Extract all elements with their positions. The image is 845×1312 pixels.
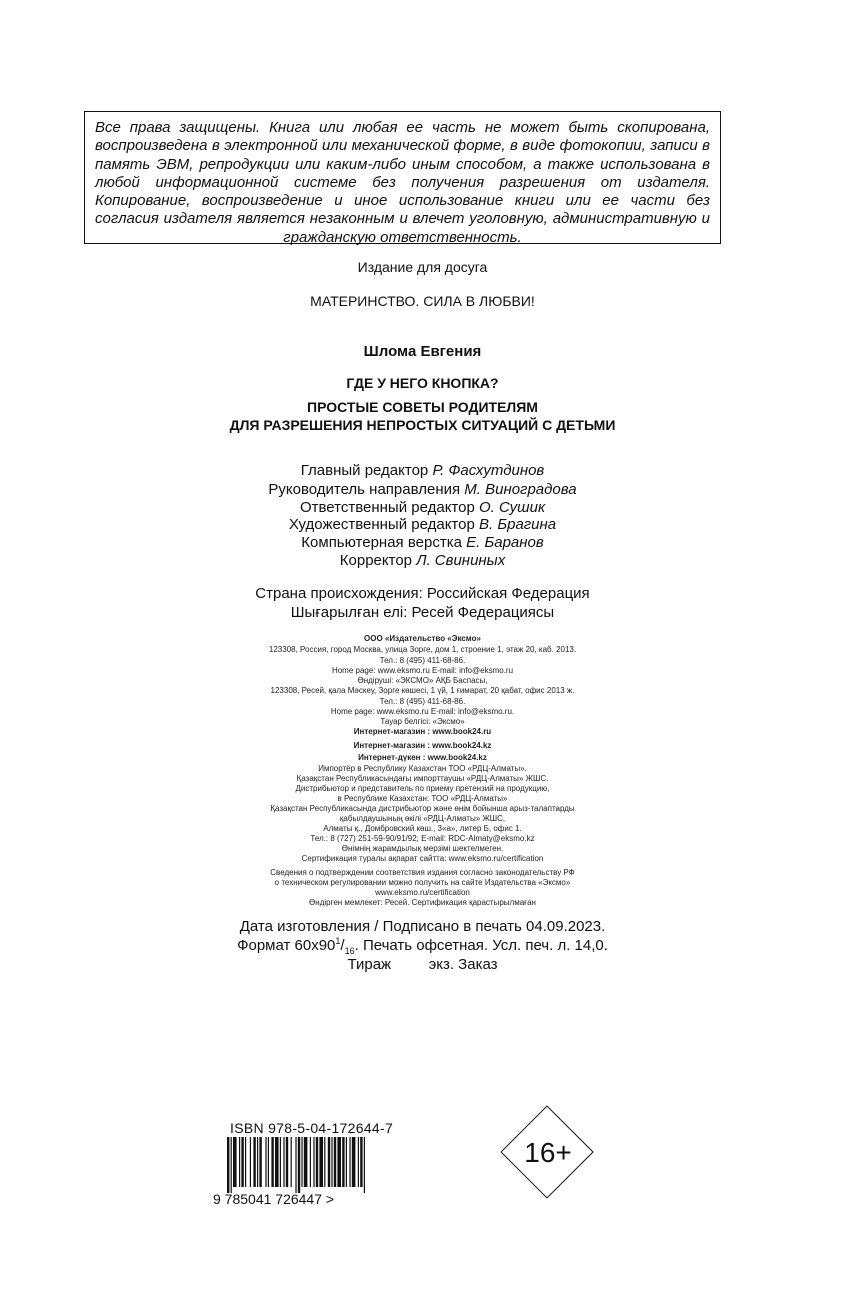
barcode-bars (227, 1137, 365, 1193)
barcode-bar (328, 1137, 330, 1187)
barcode-bar (275, 1137, 279, 1187)
copyright-notice-text: Все права защищены. Книга или любая ее часть не может быть скопирована, воспроизведена в электронной или механической форме, в виде фотокопии, записи в память ЭВМ, репродукции или каким-либо иным способом, а также использована в любой информационной системе без получения разрешения от издателя. Копирование, воспроизведение и иное использование книги или ее части без согласия издателя является незаконным и влечет уголовную, административную и гражданскую ответственность. (95, 119, 710, 246)
credit-role: Художественный редактор (288, 516, 475, 533)
barcode-bar (241, 1137, 243, 1187)
publisher-line: Тел.: 8 (495) 411-68-86. (379, 656, 466, 665)
barcode-bar (304, 1137, 308, 1187)
isbn-number: ISBN 978-5-04-172644-7 (230, 1120, 394, 1136)
barcode-bar (301, 1137, 302, 1187)
barcode-bar (291, 1137, 292, 1187)
barcode-bar (364, 1137, 365, 1193)
publisher-line: 123308, Россия, город Москва, улица Зорге, дом 1, строение 1, этаж 20, каб. 2013. (268, 645, 577, 654)
barcode-bar (313, 1137, 314, 1187)
format-suffix: . Печать офсетная. Усл. печ. л. 14,0. (354, 937, 608, 954)
book-title: ГДЕ У НЕГО КНОПКА? (346, 375, 499, 391)
barcode-bar (358, 1137, 359, 1187)
barcode-bar (231, 1137, 232, 1193)
author-name: Шлома Евгения (363, 343, 482, 360)
barcode-bar (245, 1137, 246, 1187)
publisher-line: Алматы қ., Домбровский көш., 3«а», литер Б, офис 1. (323, 824, 522, 833)
credit-role: Главный редактор (300, 462, 429, 479)
credit-line (0, 552, 845, 569)
barcode-bar (286, 1137, 288, 1187)
barcode-bar (337, 1137, 341, 1187)
barcode-bar (250, 1137, 251, 1187)
publisher-line: Өнімнің жарамдылық мерзімі шектелмеген. (341, 844, 504, 853)
publisher-line: Дистрибьютор и представитель по приему претензий на продукцию, (295, 784, 550, 793)
origin-country-kz: Шығарылған елі: Ресей Федерациясы (290, 604, 555, 621)
barcode-bar (360, 1137, 362, 1187)
publisher-line: Өндіруші: «ЭКСМО» АҚБ Баспасы, (357, 676, 488, 685)
publisher-line: Қазақстан Республикасындағы импорттаушы «РДЦ-Алматы» ЖШС. (296, 774, 549, 783)
publisher-line: Тауар белгісі: «Эксмо» (380, 717, 465, 726)
barcode-bar (342, 1137, 344, 1187)
barcode-bar (233, 1137, 237, 1187)
barcode-bar (331, 1137, 332, 1187)
credit-name: Е. Баранов (466, 534, 544, 551)
barcode-digits: 9 785041 726447 > (213, 1191, 335, 1207)
age-rating-badge (500, 1105, 596, 1201)
barcode-bar (227, 1137, 229, 1193)
publisher-line: в Республике Казахстан: ТОО «РДЦ-Алматы» (337, 794, 508, 803)
publisher-line: 123308, Ресей, қала Мәскеу, Зорге көшесі, 1 үй, 1 ғимарат, 20 қабат, офис 2013 ж. (270, 686, 575, 695)
publisher-line: Тел.: 8 (727) 251-59-90/91/92; E-mail: RDC-Almaty@eksmo.kz (310, 834, 535, 843)
credit-name: М. Виноградова (464, 481, 577, 498)
credit-role: Компьютерная верстка (301, 534, 462, 551)
credit-line (0, 534, 845, 551)
barcode-bar (295, 1137, 296, 1193)
barcode-bar (271, 1137, 273, 1187)
barcode-bar (310, 1137, 311, 1187)
credit-role: Ответственный редактор (299, 499, 475, 516)
credit-name: О. Сушик (478, 499, 546, 516)
origin-country-ru: Страна происхождения: Российская Федерация (255, 585, 590, 602)
publisher-line: Импортёр в Республику Казахстан ТОО «РДЦ-Алматы». (318, 764, 527, 773)
barcode-bar (324, 1137, 325, 1187)
credit-line (0, 499, 845, 516)
publisher-line: Тел.: 8 (495) 411-68-86. (379, 697, 466, 706)
barcode-bar (349, 1137, 350, 1187)
format-denominator: 16 (344, 946, 355, 956)
barcode-bar (268, 1137, 269, 1187)
publisher-line: Сведения о подтверждении соответствия издания согласно законодательству РФ (270, 868, 575, 877)
barcode-bar (265, 1137, 266, 1187)
barcode-bar (253, 1137, 255, 1187)
credit-name: Л. Свининых (416, 552, 506, 569)
edition-type: Издание для досуга (357, 259, 488, 275)
barcode-bar (316, 1137, 318, 1187)
publisher-line: Home page: www.eksmo.ru E-mail: info@eksmo.ru. (330, 707, 515, 716)
isbn-barcode (213, 1137, 398, 1207)
barcode-bar (346, 1137, 347, 1187)
publisher-line: Қазақстан Республикасында дистрибьютор және өнім бойынша арыз-талаптарды (270, 804, 575, 813)
copyright-notice-box (84, 111, 721, 244)
age-rating-text: 16+ (524, 1137, 572, 1168)
barcode-bar (257, 1137, 258, 1187)
barcode-bar (280, 1137, 281, 1187)
print-run: Тираж экз. Заказ (347, 956, 498, 973)
credit-name: В. Брагина (479, 516, 557, 533)
credit-role: Руководитель направления (268, 481, 461, 498)
publisher-line: о техническом регулировании можно получить на сайте Издательства «Эксмо» (274, 878, 571, 887)
credit-line (0, 516, 845, 533)
publisher-line: www.eksmo.ru/certification (375, 888, 470, 897)
publisher-line: Интернет-магазин : www.book24.kz (353, 741, 492, 750)
barcode-bar (239, 1137, 240, 1187)
credit-line (0, 481, 845, 498)
barcode-bar (298, 1137, 300, 1193)
barcode-bar (334, 1137, 336, 1187)
publisher-line: Өндірген мемлекет: Ресей. Сертификация қарастырылмаған (309, 898, 536, 907)
publisher-line: ООО «Издательство «Эксмо» (364, 634, 481, 643)
print-date: Дата изготовления / Подписано в печать 04.09.2023. (239, 918, 606, 935)
book-subtitle-line2: ДЛЯ РАЗРЕШЕНИЯ НЕПРОСТЫХ СИТУАЦИЙ С ДЕТЬМИ (229, 417, 616, 433)
publisher-line: Интернет-магазин : www.book24.ru (353, 727, 492, 736)
credit-name: Р. Фасхутдинов (432, 462, 545, 479)
credit-role: Корректор (339, 552, 413, 569)
credit-line (0, 462, 845, 479)
print-format: Формат $60х90^1/_{16}$. Печать офсетная. Усл. печ. л. 14,0. (237, 936, 608, 956)
barcode-bar (319, 1137, 323, 1187)
barcode-bar (259, 1137, 261, 1187)
format-prefix: Формат 60х90 (237, 937, 336, 954)
publisher-line: қабылдаушының өкілі «РДЦ-Алматы» ЖШС, (339, 814, 506, 823)
format-numerator: 1 (335, 936, 341, 946)
series-title: МАТЕРИНСТВО. СИЛА В ЛЮБВИ! (310, 293, 535, 309)
barcode-bar (352, 1137, 356, 1187)
publisher-line: Home page: www.eksmo.ru E-mail: info@eksmo.ru (331, 666, 514, 675)
book-subtitle-line1: ПРОСТЫЕ СОВЕТЫ РОДИТЕЛЯМ (307, 399, 538, 415)
publisher-line: Сертификация туралы ақпарат сайтта: www.eksmo.ru/certification (301, 854, 544, 863)
barcode-bar (283, 1137, 284, 1187)
publisher-line: Интернет-дүкен : www.book24.kz (358, 753, 487, 762)
